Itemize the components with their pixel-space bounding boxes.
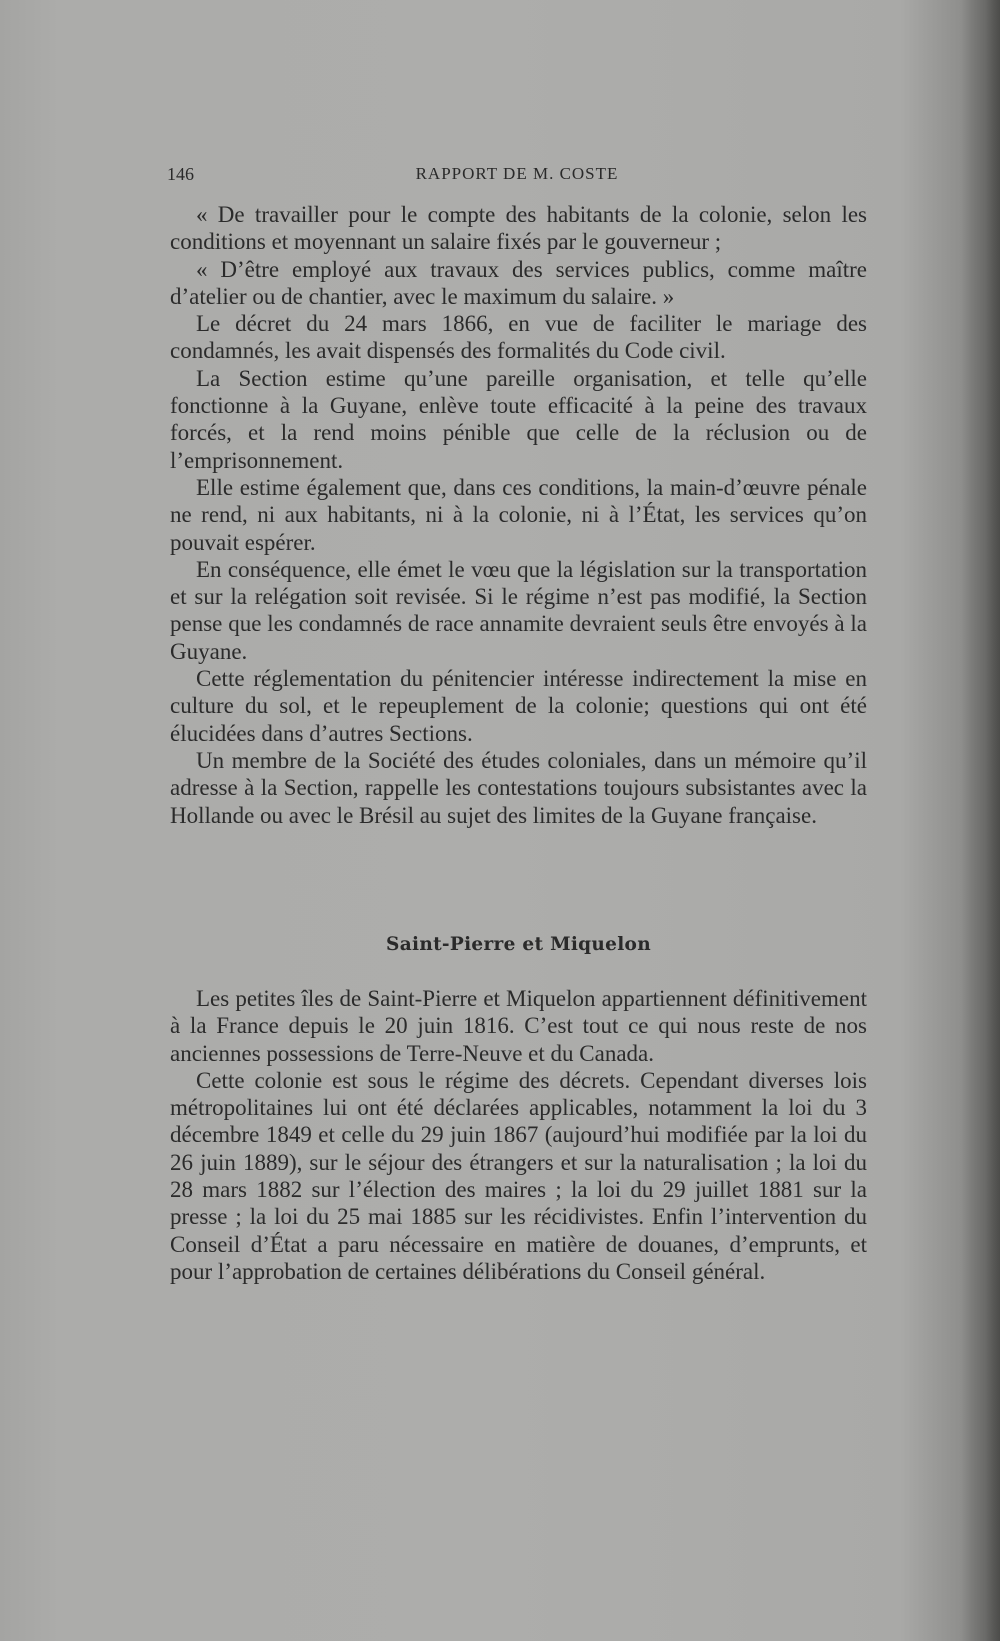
section-heading: Saint-Pierre et Miquelon (386, 934, 651, 955)
paragraph: « De travailler pour le compte des habitants de la colonie, selon les conditions et moyennant un salaire fixés par le gouverneur ; (170, 202, 867, 255)
running-title: RAPPORT DE M. COSTE (415, 164, 619, 183)
paragraph: La Section estime qu’une pareille organisation, et telle qu’elle fonctionne à la Guyane, enlève toute efficacité à la peine des travaux forcés, et la rend moins pénible que celle de la réclusion ou de l’emprisonnement. (170, 365, 867, 473)
paragraph: Cette réglementation du pénitencier intéresse indirectement la mise en culture du sol, et le repeuplement de la colonie; questions qui ont été élucidées dans d’autres Sections. (170, 666, 867, 746)
paragraph: Le décret du 24 mars 1866, en vue de faciliter le mariage des condamnés, les avait dispensés des formalités du Code civil. (170, 311, 867, 364)
body-text-before-heading (170, 201, 867, 829)
page-header (167, 164, 867, 190)
paragraph: Un membre de la Société des études coloniales, dans un mémoire qu’il adresse à la Section, rappelle les contestations toujours subsistantes avec la Hollande ou avec le Brésil au sujet des limites de la Guyane française. (170, 747, 867, 828)
paragraph: Elle estime également que, dans ces conditions, la main-d’œuvre pénale ne rend, ni aux habitants, ni à la colonie, ni à l’État, les services qu’on pouvait espérer. (170, 474, 867, 555)
page-number: 146 (167, 164, 194, 184)
paragraph: « D’être employé aux travaux des services publics, comme maître d’atelier ou de chantier, avec le maximum du salaire. » (170, 256, 867, 309)
paragraph: En conséquence, elle émet le vœu que la législation sur la transportation et sur la relégation soit revisée. Si le régime n’est pas modifié, la Section pense que les condamnés de race annamite devraient seuls être envoyés à la Guyane. (170, 556, 867, 664)
body-text-after-heading (170, 985, 867, 1285)
paragraph: Cette colonie est sous le régime des décrets. Cependant diverses lois métropolitaines lui ont été déclarées applicables, notamment la loi du 3 décembre 1849 et celle du 29 juin 1867 (aujourd’hui modifiée par la loi du 26 juin 1889), sur le séjour des étrangers et sur la naturalisation ; la loi du 28 mars 1882 sur l’élection des maires ; la loi du 29 juillet 1881 sur la presse ; la loi du 25 mai 1885 sur les récidivistes. Enfin l’intervention du Conseil d’État a paru nécessaire en matière de douanes, d’emprunts, et pour l’approbation de certaines délibérations du Conseil général. (170, 1067, 867, 1284)
paragraph: Les petites îles de Saint-Pierre et Miquelon appartiennent définitivement à la France depuis le 20 juin 1816. C’est tout ce qui nous reste de nos anciennes possessions de Terre-Neuve et du Canada. (170, 986, 867, 1066)
